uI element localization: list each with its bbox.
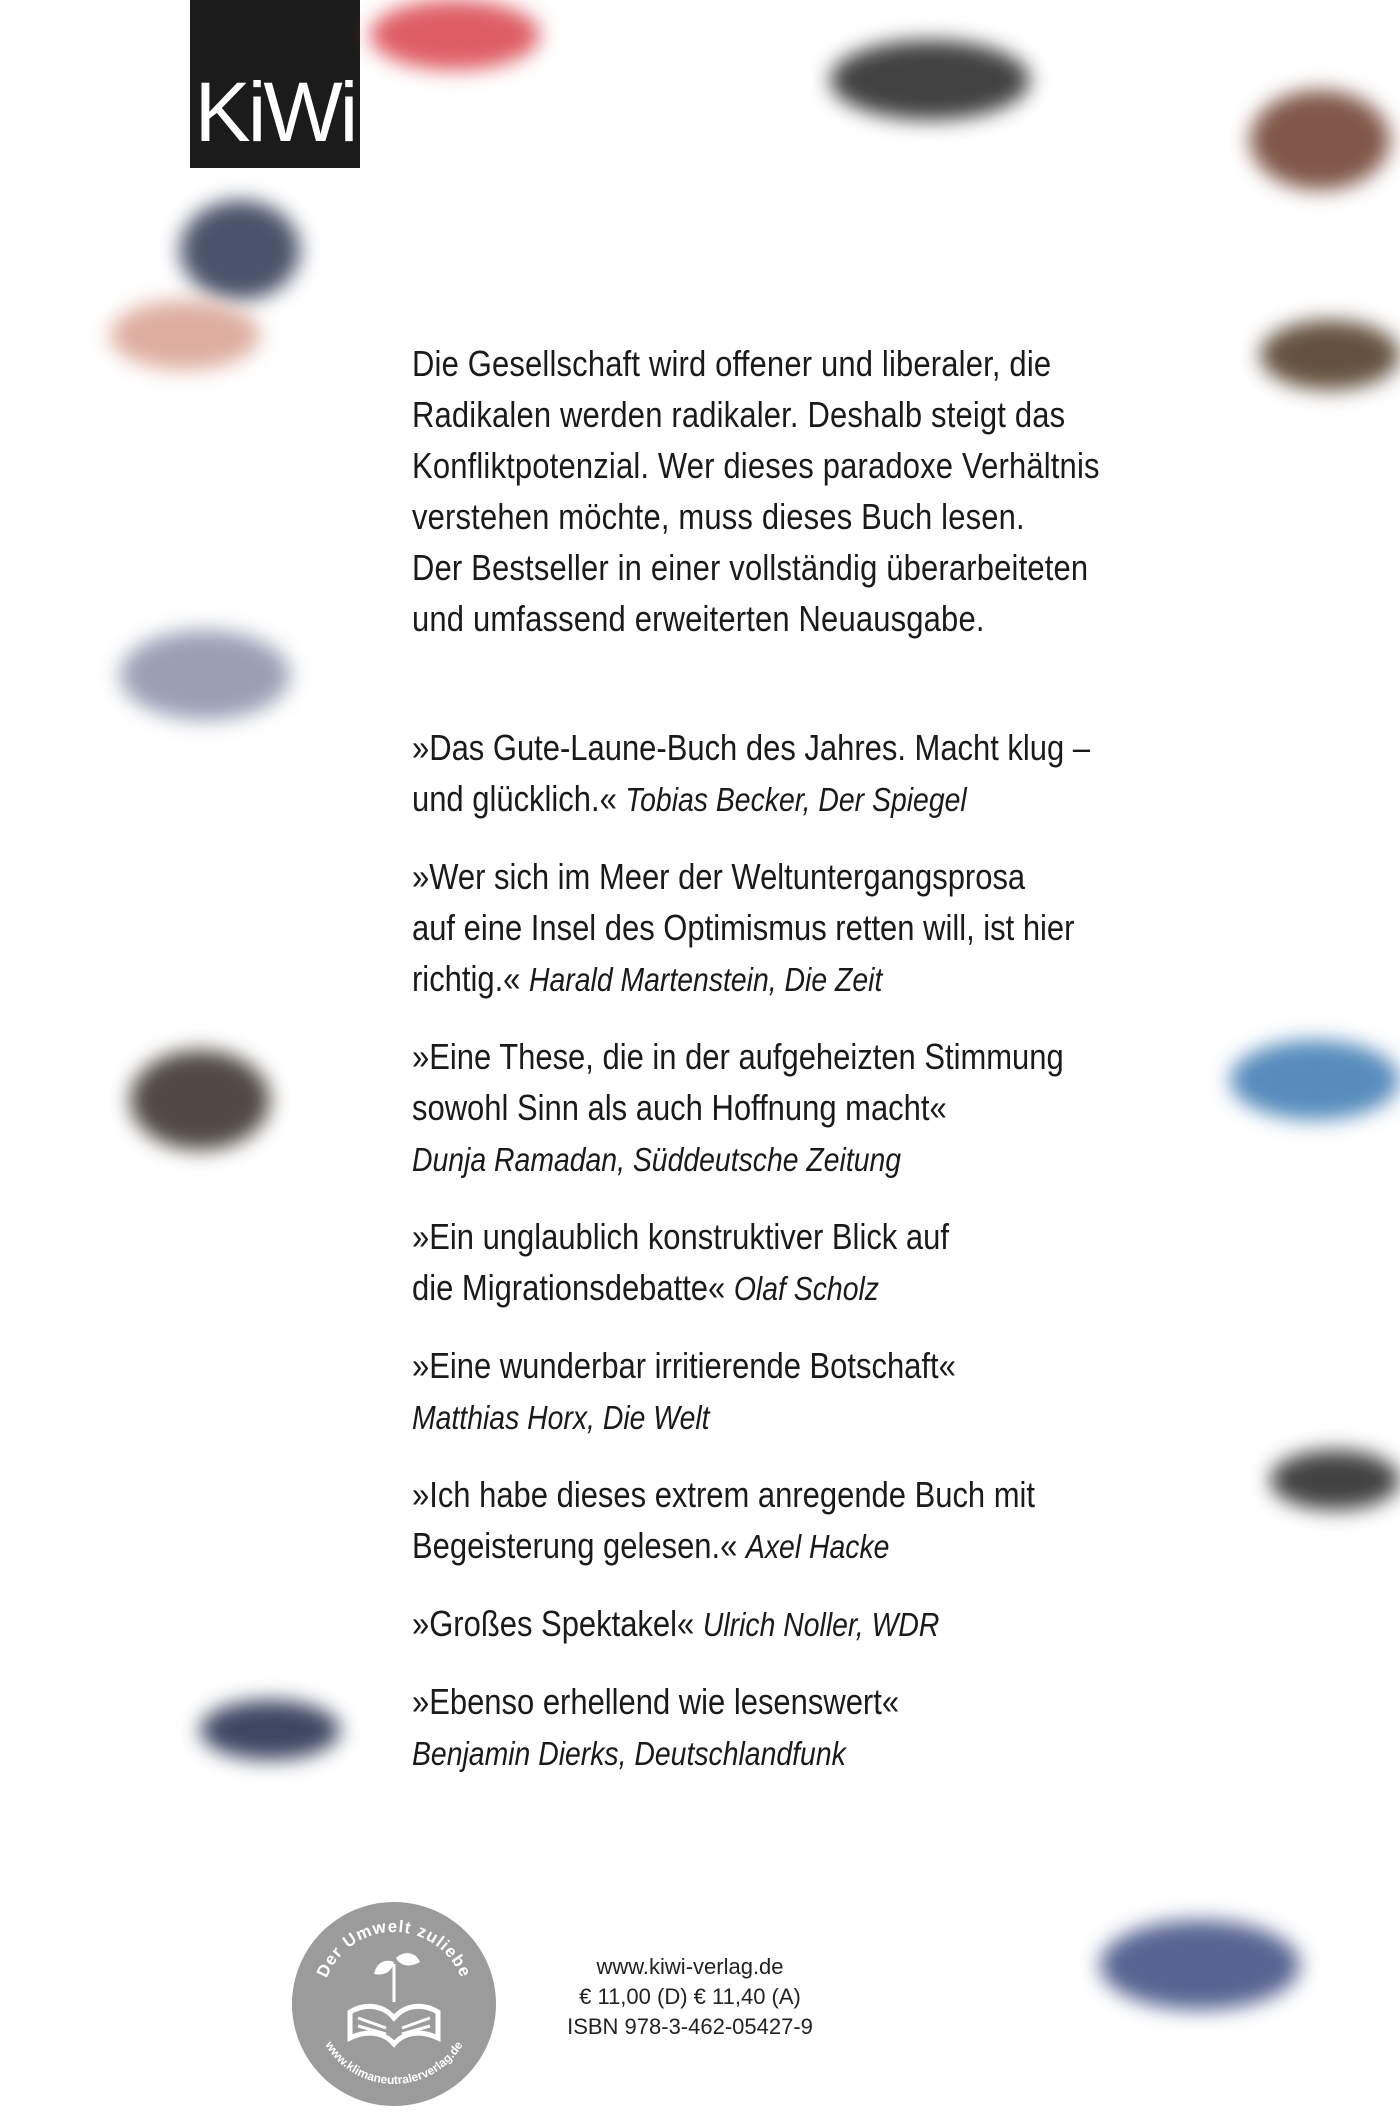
publisher-logo: KiWi <box>190 0 360 168</box>
review-quote <box>412 1469 1169 1572</box>
quote-text: die Migrationsdebatte« <box>412 1267 726 1308</box>
quote-text: »Das Gute-Laune-Buch des Jahres. Macht klug – <box>412 727 1091 768</box>
quote-text: »Ein unglaublich konstruktiver Blick auf <box>412 1216 949 1257</box>
quote-line <box>412 902 1169 953</box>
quote-text: Begeisterung gelesen.« <box>412 1525 738 1566</box>
quote-text: »Eine These, die in der aufgeheizten Stimmung <box>412 1036 1064 1077</box>
quote-line <box>412 1727 1169 1779</box>
quote-line <box>412 722 1169 773</box>
review-quote <box>412 1031 1169 1185</box>
quote-text: »Ebenso erhellend wie lesenswert« <box>412 1681 900 1722</box>
isbn: ISBN 978-3-462-05427-9 <box>567 2014 813 2039</box>
quote-line <box>412 773 1169 825</box>
quote-source: Axel Hacke <box>745 1528 890 1565</box>
quote-line <box>412 1520 1169 1572</box>
quote-text: sowohl Sinn als auch Hoffnung macht« <box>412 1087 947 1128</box>
seal-bottom-text: www.klimaneutralerverlag.de <box>322 2038 466 2088</box>
description-line: verstehen möchte, muss dieses Buch lesen. <box>412 496 1025 537</box>
quote-line <box>412 851 1169 902</box>
book-description <box>412 338 1169 644</box>
quote-line <box>412 1340 1169 1391</box>
seal-top-text: Der Umwelt zuliebe <box>312 1916 476 1981</box>
description-line: Radikalen werden radikaler. Deshalb steigt das <box>412 394 1066 435</box>
description-line: und umfassend erweiterten Neuausgabe. <box>412 598 985 639</box>
quote-text: und glücklich.« <box>412 778 617 819</box>
review-quote <box>412 1340 1169 1443</box>
quote-text: richtig.« <box>412 958 521 999</box>
quote-text: »Großes Spektakel« <box>412 1603 695 1644</box>
review-quote <box>412 1676 1169 1779</box>
description-line: Der Bestseller in einer vollständig überarbeiteten <box>412 547 1089 588</box>
quote-line <box>412 1031 1169 1082</box>
review-quote <box>412 1598 1169 1650</box>
quote-source: Ulrich Noller, WDR <box>702 1606 940 1643</box>
quote-text: auf eine Insel des Optimismus retten will, ist hier <box>412 907 1075 948</box>
seal-graphic <box>292 1902 496 2106</box>
quote-source: Tobias Becker, Der Spiegel <box>625 781 967 818</box>
quote-text: »Eine wunderbar irritierende Botschaft« <box>412 1345 956 1386</box>
quote-source: Benjamin Dierks, Deutschlandfunk <box>412 1735 846 1772</box>
description-line: Konfliktpotenzial. Wer dieses paradoxe Verhältnis <box>412 445 1100 486</box>
review-quote <box>412 1211 1169 1314</box>
quote-line <box>412 1211 1169 1262</box>
review-quote <box>412 722 1169 825</box>
quote-text: »Wer sich im Meer der Weltuntergangsprosa <box>412 856 1026 897</box>
climate-neutral-seal <box>292 1902 496 2106</box>
book-imprint <box>560 1952 820 2042</box>
quote-line <box>412 1133 1169 1185</box>
quote-line <box>412 1262 1169 1314</box>
publisher-url[interactable]: www.kiwi-verlag.de <box>596 1954 784 1979</box>
price: € 11,00 (D) € 11,40 (A) <box>579 1984 801 2009</box>
description-line: Die Gesellschaft wird offener und liberaler, die <box>412 343 1052 384</box>
quote-line <box>412 1676 1169 1727</box>
quote-line <box>412 1469 1169 1520</box>
review-quote <box>412 851 1169 1005</box>
quote-source: Olaf Scholz <box>733 1270 879 1307</box>
quote-line <box>412 1082 1169 1133</box>
quote-source: Matthias Horx, Die Welt <box>412 1399 710 1436</box>
quote-line <box>412 953 1169 1005</box>
quote-source: Harald Martenstein, Die Zeit <box>529 961 883 998</box>
quote-text: »Ich habe dieses extrem anregende Buch mit <box>412 1474 1036 1515</box>
quote-line <box>412 1598 1169 1650</box>
review-quotes <box>412 722 1169 1779</box>
quote-source: Dunja Ramadan, Süddeutsche Zeitung <box>412 1141 902 1178</box>
quote-line <box>412 1391 1169 1443</box>
